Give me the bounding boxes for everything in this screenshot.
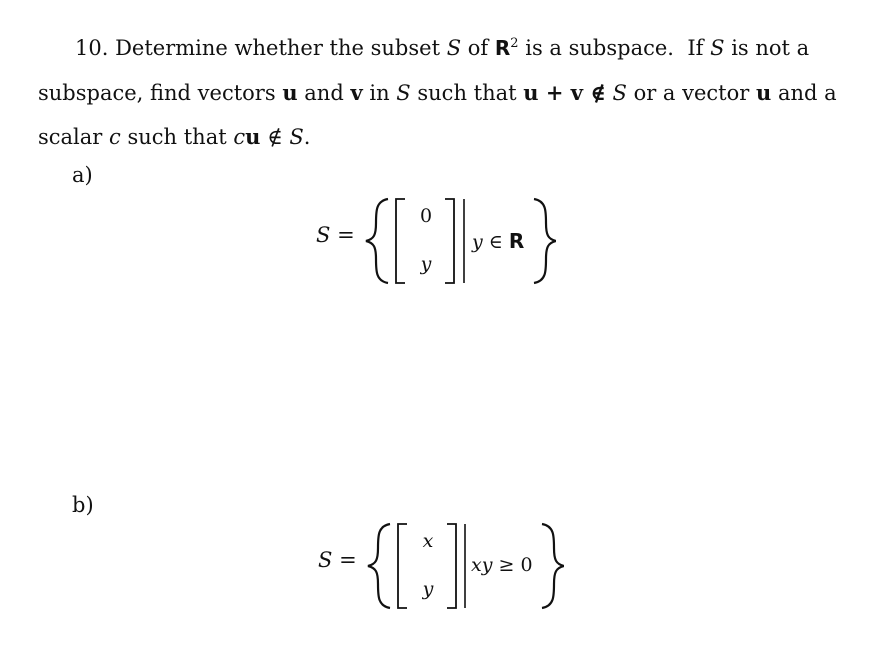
part-a-label: a) <box>72 163 93 187</box>
vector-bottom-entry: y <box>422 578 434 600</box>
problem-line-3: scalar c such that cu ∉ S. <box>38 124 311 149</box>
vector-top-entry: x <box>422 530 434 552</box>
right-brace-icon <box>542 524 564 608</box>
set-condition: y ∈ R <box>472 229 525 253</box>
left-bracket-icon <box>398 524 407 608</box>
part-b-label: b) <box>72 493 94 517</box>
vector-top-entry: 0 <box>419 205 433 227</box>
left-brace-icon <box>366 199 388 283</box>
set-definition-a <box>316 193 556 289</box>
set-lhs: S = <box>316 223 355 247</box>
set-definition-b <box>318 518 564 614</box>
set-lhs: S = <box>318 548 357 572</box>
left-brace-icon <box>368 524 390 608</box>
set-condition: xy ≥ 0 <box>471 554 533 576</box>
right-bracket-icon <box>447 524 456 608</box>
problem-statement <box>38 26 844 160</box>
real-plane-symbol: $R^2$ <box>494 36 519 60</box>
right-bracket-icon <box>445 199 454 283</box>
right-brace-icon <box>534 199 556 283</box>
scalar-product: cu <box>233 124 261 149</box>
problem-line-2: subspace, find vectors u and v in S such that u + v ∉ S or a vector u and a <box>38 79 837 105</box>
problem-line-1: 10. Determine whether the subset S of $R^2$ is a subspace. If S is not a <box>75 36 810 60</box>
problem-number: 10. <box>75 36 109 60</box>
vector-bottom-entry: y <box>420 253 432 275</box>
left-bracket-icon <box>396 199 405 283</box>
